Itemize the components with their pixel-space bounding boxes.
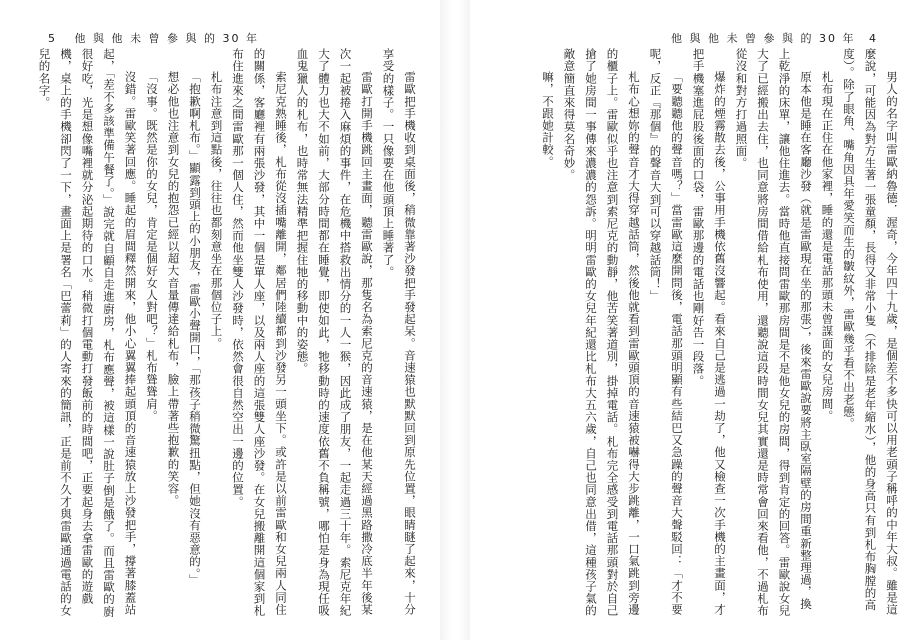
paragraph: 男人的名字叫雷歐納魯德．渥奇，今年四十九歲，是個差不多快可以用老頭子稱呼的中年大叔。雖是這麼說，可能因為對方生著一張童顏，長得又非常小隻（不排除是老年縮水），他的身高只有到札布胸膛的高度）。除了眼角、嘴角因具年愛笑而生的皺紋外，雷歐幾乎看不出老態。 [842, 48, 899, 616]
paragraph: 索尼克熟睡後，札布從沒插嘴離開，鄰居們陸續都到沙發另一頭坐下。或許是以前雷歐和女兒兩人同住的關係，客廳裡有兩張沙發，其中一個是單人座，以及兩人座的這張雙人座沙發。在女兒搬離開這個家到札布住進來之間雷歐那一個人住，然而他坐雙人沙發時，依然會很自然空出一邊的位置。 [231, 48, 288, 617]
paragraph: 嘛，不跟她計較。 [541, 71, 555, 168]
left-page [470, 0, 922, 640]
running-title: 他 與 他 未 曾 參 與 的 30 年 [74, 32, 259, 45]
paragraph: 札布心想妳的聲音才大得穿越話筒，然後他就看到雷歐頭頂的音速猿被嚇得大步跳離，一口氣跳到旁邊的櫃子上。雷歐似乎也注意到索尼克的動靜，他苦笑著道別，掛掉電話。札布完全感受到電話那頭對於自己搶了她房間一事傳來濃濃的怨訴。明明雷歐的女兒年紀還比札布大五六歲，自己也同意出借，這種孩子氣的敵意簡直來得莫名奇妙。 [562, 48, 641, 617]
paragraph: 沒錯。雷歐笑著回應。睡起的眉間釋然開來，他小心翼翼捧起頭頂的音速猿放上沙發把手，撐著膝蓋站起，「差不多該準備午餐了。」說完就自顧自走進廚房，札布應聲，被這樣一說肚子倒是餓了。而且雷歐的廚很好吃，光是想像嘴裡就分泌起期待的口水。稍微打個電動打發飯前的時間吧，正要起身去拿雷歐的遊戲機，桌上的手機卻閃了一下，畫面上是署名「巴蕾莉」的人寄來的簡訊，正是前不久才與雷歐通過電話的女兒的名字。 [37, 48, 138, 618]
right-page [0, 0, 440, 640]
paragraph: 想必他也注意到女兒的抱怨已經以超大音量傳達給札布，臉上帶著些抱歉的笑容。 [166, 71, 181, 507]
right-page-body [18, 48, 420, 620]
paragraph: 爆炸的煙霧散去後，公事用手機依舊沒響起。看來自己是逃過一劫了，他又檢查一次手機的主畫面，才把手機塞進屁股後面的口袋，雷歐那邊的電話也剛好告一段落。 [691, 48, 727, 616]
left-page-header [665, 30, 886, 46]
paragraph: 雷歐把手機收到桌面後，稍微靠著沙發把手發起呆。音速猿也默默回到原先位置，眼睛瞇了起來，十分享受的樣子。一只像要在他頭頂上睡著了。 [381, 48, 417, 616]
paragraph: 札布注意到這點後，往往也都刻意坐在那個位子上。 [209, 71, 224, 350]
right-page-header [38, 30, 259, 46]
page-number: 4 [869, 32, 876, 45]
paragraph: 「沒事。既然是你的女兒，肯定是個好女人對吧？」札布聳聳肩。 [145, 71, 159, 422]
book-gutter [440, 0, 470, 640]
left-page-body [490, 48, 902, 620]
paragraph: 原本他是睡在客廳沙發（就是雷歐現在坐的那張），後來雷歐說要將主臥室隔壁的房間重新整理過，換上乾淨的床單，讓他住進去。當時他直接問雷歐那房間是不是他女兒的房間，得到肯定的回答。雷歐說女兒大了已經搬出去住，也同意將房間借給札布使用，還聽說這段時間女兒其實還是時常會回來看他，不過札布從沒和對方打過照面。 [734, 48, 813, 617]
paragraph: 「要聽聽他的聲音嗎？」當雷歐這麼開問後，電話那頭明顯有些結巴又急躁的聲音大聲駁回：「才不要呢，反正『那個』的聲音大到可以穿越話筒！」 [648, 48, 684, 616]
paragraph: 「抱歉啊札布。」顯露到頭上的小朋友，雷歐小聲開口，「那孩子稍微驚扭點，但她沒有惡意的。」 [188, 71, 202, 587]
running-title: 他 與 他 未 曾 參 與 的 30 年 [671, 32, 856, 45]
page-number: 5 [48, 32, 55, 45]
paragraph: 札布現在正住在他家裡，睡的還是電話那頭未曾謀面的女兒房間。 [820, 71, 835, 422]
paragraph: 雷歐打開手機跳回主畫面，聽雷歐說，那隻名為索尼克的音速猿，是在他某天經過黑路撒冷底半年後某次一起被捲入麻煩的事件，在危機中搭救出情分的一人一猴，因此成了朋友，一起走過三十年。索尼克年紀大了體力也大不如前，大部分時間都在睡覺，即使如此，牠移動時的速度依舊不負稱號，哪怕是身為現任吸血鬼獵人的札布，也時常無法精準把握住牠的移動中的姿態。 [295, 48, 374, 617]
